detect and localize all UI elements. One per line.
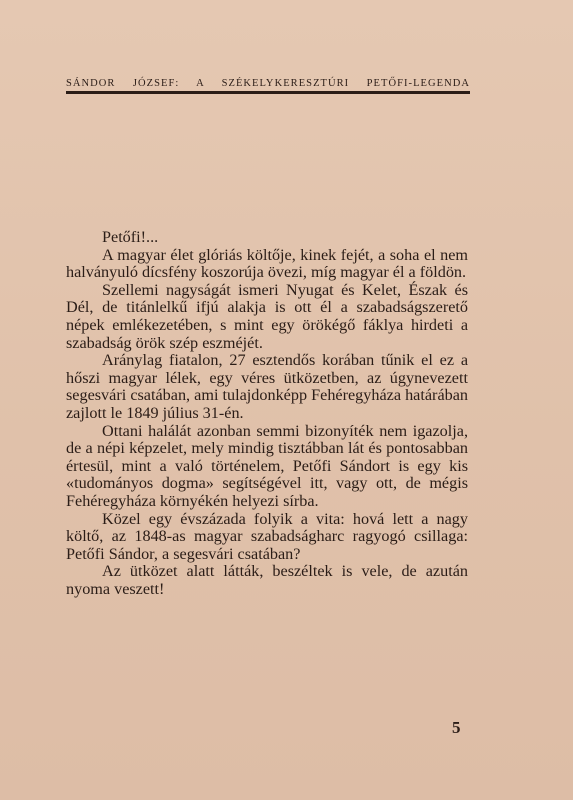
paragraph: Közel egy évszázada folyik a vita: hová lett a nagy költő, az 1848-as magyar szabadságharc ragyogó csillaga: Petőfi Sándor, a segesvári csatában? bbox=[66, 509, 468, 563]
running-header bbox=[66, 78, 470, 94]
paragraph: Az ütközet alatt látták, beszéltek is vele, de azután nyoma veszett! bbox=[66, 562, 468, 598]
running-title: SÁNDOR JÓZSEF: A SZÉKELYKERESZTÚRI PETŐFI-LEGENDA bbox=[66, 78, 470, 89]
page-number: 5 bbox=[452, 718, 461, 737]
paragraph: A magyar élet glóriás költője, kinek fejét, a soha el nem halványuló dícsfény koszorúja övezi, míg magyar él a földön. bbox=[66, 245, 468, 282]
paragraph: Szellemi nagyságát ismeri Nyugat és Kelet, Észak és Dél, de titánlelkű ifjú alakja is ott él a szabadságszerető népek emlékezetében, s mint egy örökégő fáklya hirdeti a szabadság örök szép eszméjét. bbox=[66, 280, 468, 352]
paragraph: Petőfi!... bbox=[102, 228, 159, 246]
body-text bbox=[66, 229, 468, 598]
paragraph: Ottani halálát azonban semmi bizonyíték nem igazolja, de a népi képzelet, mely mindig tisztábban lát és pontosabban értesül, mint a való történelem, Petőfi Sándort is egy kis «tudományos dogma» segítségével itt, vagy ott, de mégis Fehéregyháza környékén helyezi sírba. bbox=[66, 421, 468, 510]
paragraph: Aránylag fiatalon, 27 esztendős korában tűnik el ez a hőszi magyar lélek, egy véres ütközetben, az úgynevezett segesvári csatában, ami tulajdonképp Fehéregyháza határában zajlott le 1849 július 31-én. bbox=[66, 351, 468, 422]
